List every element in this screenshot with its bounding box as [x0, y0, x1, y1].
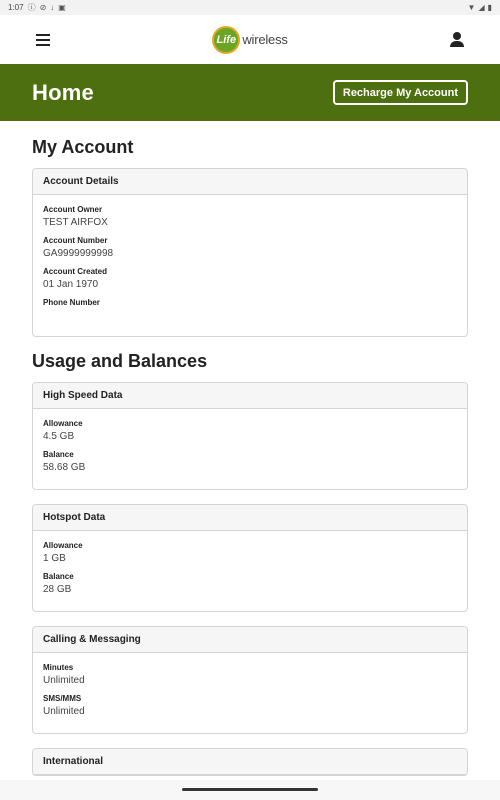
card-header: International — [33, 749, 467, 775]
logo-text: wireless — [242, 32, 288, 47]
logo-badge: Life — [212, 26, 240, 54]
my-account-heading: My Account — [32, 137, 134, 157]
status-time: 1:07 — [8, 3, 24, 12]
balance-field — [43, 572, 457, 595]
international-card — [32, 748, 468, 776]
field-label: Account Owner — [43, 205, 103, 214]
main-content — [0, 137, 500, 776]
page-title: Home — [32, 79, 94, 105]
card-header: Calling & Messaging — [33, 627, 467, 653]
minutes-field — [43, 663, 457, 686]
a-icon: ▣ — [58, 2, 66, 12]
high-speed-data-card — [32, 382, 468, 490]
field-label: SMS/MMS — [43, 694, 82, 703]
field-value: Unlimited — [43, 675, 85, 686]
app-header — [0, 15, 500, 64]
page-banner — [0, 64, 500, 121]
field-label: Allowance — [43, 419, 83, 428]
signal-icon: ◢ — [478, 2, 485, 12]
profile-icon[interactable] — [450, 32, 464, 47]
hotspot-data-card — [32, 504, 468, 612]
field-label: Account Created — [43, 267, 108, 276]
card-body — [33, 409, 467, 489]
card-body — [33, 531, 467, 611]
status-left — [8, 3, 66, 12]
field-value — [43, 310, 457, 320]
download-icon: ↓ — [50, 2, 55, 12]
field-value: 4.5 GB — [43, 431, 75, 442]
menu-icon[interactable] — [36, 34, 50, 46]
calling-messaging-card — [32, 626, 468, 734]
account-details-body — [33, 195, 467, 336]
wifi-icon: ▼ — [467, 2, 476, 12]
field-label: Account Number — [43, 236, 108, 245]
shield-icon: ⊘ — [39, 2, 47, 12]
account-details-card — [32, 168, 468, 337]
home-gesture-handle[interactable] — [182, 788, 318, 791]
field-label: Phone Number — [43, 298, 100, 307]
battery-icon: ▮ — [487, 2, 492, 12]
allowance-field — [43, 419, 457, 442]
phone-number-field — [43, 298, 457, 320]
field-value: 58.68 GB — [43, 462, 86, 473]
balance-field — [43, 450, 457, 473]
field-label: Balance — [43, 572, 74, 581]
field-label: Allowance — [43, 541, 83, 550]
field-value: GA9999999998 — [43, 248, 114, 259]
field-value: 01 Jan 1970 — [43, 279, 99, 290]
field-value: 1 GB — [43, 553, 66, 564]
card-body — [33, 653, 467, 733]
account-number-field — [43, 236, 457, 259]
field-label: Balance — [43, 450, 74, 459]
sms-mms-field — [43, 694, 457, 717]
field-value: 28 GB — [43, 584, 72, 595]
life-wireless-logo[interactable] — [212, 26, 287, 54]
alert-icon: ⓘ — [27, 2, 36, 12]
field-value: Unlimited — [43, 706, 85, 717]
field-label: Minutes — [43, 663, 74, 672]
usage-heading: Usage and Balances — [32, 351, 208, 371]
account-created-field — [43, 267, 457, 290]
allowance-field — [43, 541, 457, 564]
status-right — [468, 4, 492, 12]
account-details-header: Account Details — [33, 169, 467, 195]
account-owner-field — [43, 205, 457, 228]
status-bar — [0, 0, 500, 15]
card-header: Hotspot Data — [33, 505, 467, 531]
field-value: TEST AIRFOX — [43, 217, 108, 228]
card-header: High Speed Data — [33, 383, 467, 409]
recharge-account-button[interactable]: Recharge My Account — [333, 80, 468, 105]
